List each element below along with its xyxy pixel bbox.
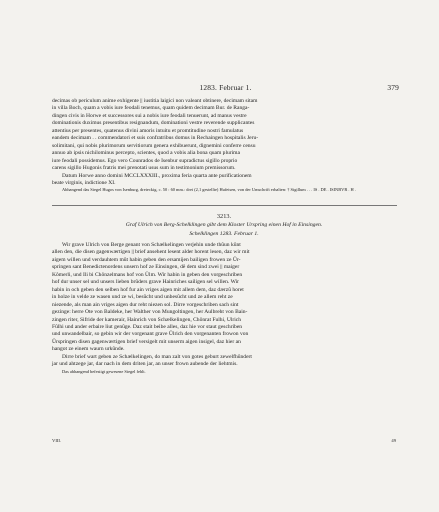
text-line: jar und ahtzege jar, dar nach in dem driten jar, an unser frown aubende der liehtmis. bbox=[52, 361, 238, 368]
text-line: attentius per presentes, quatenus divini amoris intuitu et promtitudine nostri famulatus bbox=[52, 127, 244, 134]
top-section bbox=[52, 98, 396, 193]
seal-note: Das abhangend befestigt gewesene Siegel fehlt. bbox=[62, 368, 146, 374]
text-line: eandem decimam . . commendatori et suis confratribus domus in Rechaingen hospitalis Jeru- bbox=[52, 135, 259, 142]
document-title: Graf Ulrich von Berg-Schelklingen gibt dem Kloster Urspring einen Hof in Einsingen. bbox=[125, 222, 323, 228]
page-footer bbox=[52, 438, 396, 443]
document-date: Schelklingen 1283. Februar 1. bbox=[189, 231, 259, 237]
section-divider bbox=[52, 205, 397, 206]
text-line: zingen riter, Sifride der kamerair, Hainrich von Schælkelingen, Chônrat Fulhi, Ulrich bbox=[52, 316, 242, 323]
text-line: Datum Horwe anno domini MCCLXXXIII., proxima feria quarta ante purificationem bbox=[62, 172, 252, 179]
signature-mark-right: 49 bbox=[391, 438, 396, 443]
text-line: in villa Boch, quam a vobis iure feodali tenemus, quam quidem decimam Bur. de Ranga- bbox=[52, 105, 250, 112]
page-number: 379 bbox=[387, 83, 399, 92]
text-line: Dirre brief wart geben ze Schælkelingen, do man zalt von gotes geburt zewelfhûndert bbox=[62, 353, 252, 360]
document-number: 3213. bbox=[216, 213, 232, 220]
text-line: hof dur unser sel und unsers lieben brûders grave Hainriches sailigen sel willen. Wir bbox=[52, 279, 239, 286]
text-line: niezende, als man ain vriges aigen dur reht niezen sol. Dirre vorgeschriben sach sint bbox=[52, 301, 239, 308]
text-line: dominationis duximus presentibus resignandum, dominationi vestre reverende supplicantes bbox=[52, 120, 255, 127]
text-line: solimitani, qui nobis plurimorum servitiorum genera exhibuerunt, dignemini conferre censu bbox=[52, 142, 256, 149]
text-line: allen den, die disen gagenwærtigen || brief ansehent lesent alder horent lesen, daz wir mit bbox=[52, 249, 250, 256]
seal-note: Abhangend das Siegel Hugos von Isenburg, dreieckig, c. 50 : 60 mm.: drei (2,1 gestellte) Hufeisen, von der Umschrift erhalten: † Sigillum . . . IS . DE . ISINBVR . H . bbox=[62, 187, 356, 193]
text-line: iure feodali possidemus. Ego vero Counrados de Isenbur supradictus sigillo proprio bbox=[52, 157, 238, 164]
document-body bbox=[52, 242, 396, 375]
text-line: und unwandelbair, so gebin wir der vorgenant grave Ûlrich den vorgenanten frowon von bbox=[52, 331, 249, 338]
text-line: Ûrspringen disen gagenwærtigen brief versigelt mit unserm aigen insigel, daz hier an bbox=[52, 338, 241, 345]
text-line: aigem willen und verdauhtem mût habin geben den ersamijen bailigen frowen ze Ûr- bbox=[52, 256, 241, 263]
text-line: habin in och geben den selben hof fur ain vriges aigen mit allem dem, daz dærzû horet bbox=[52, 286, 244, 293]
text-line: Kômerli, und Ili bi Chônzelmans hof von Ülm. Wir habin in geben den vorgeschriben bbox=[52, 271, 243, 278]
text-line: carens sigillo Hugonis fratris mei prenotati usus sum in testimonium premissorum. bbox=[52, 165, 236, 172]
text-line: gezinge: herre Ote von Baldeke, her Walther von Mungoltingen, her Aulbreht von Bain- bbox=[52, 309, 248, 316]
text-line: Fûlhi und ander erbaire liut genûge. Daz stait beibe alles, daz hie vor staut geschriben bbox=[52, 323, 243, 330]
text-line: annuo ab ipsis nichilominus percepto, scientes, quod a vobis alia bona quam plurima bbox=[52, 150, 240, 157]
text-line: decimas ob periculum anime exhigente || iustitia laigici non valeant obtinere, decimam sitam bbox=[52, 98, 258, 104]
header-date: 1283. Februar 1. bbox=[199, 83, 252, 92]
signature-mark-left: VIII. bbox=[52, 438, 62, 443]
text-line: dingen civis in Horwe et successores sui a nobis iure feodali tenuerunt, ad manus vestre bbox=[52, 112, 247, 119]
text-line: Wir grave Ulrich von Berge genant von Schælkelingen verjehin unde thûun kûnt bbox=[62, 242, 241, 248]
text-line: in holze in velde ze wasen und ze wi, besûcht und unbesûcht und ze allem reht ze bbox=[52, 294, 233, 301]
text-line: hangot ze einem waurn urkûnde. bbox=[52, 346, 125, 353]
text-line: beate virginis, indictione XI. bbox=[52, 179, 116, 186]
text-line: springen sant Benedictenordens unsern hof ze Einsingen, dê dem sind zwei || maiger bbox=[52, 264, 240, 271]
